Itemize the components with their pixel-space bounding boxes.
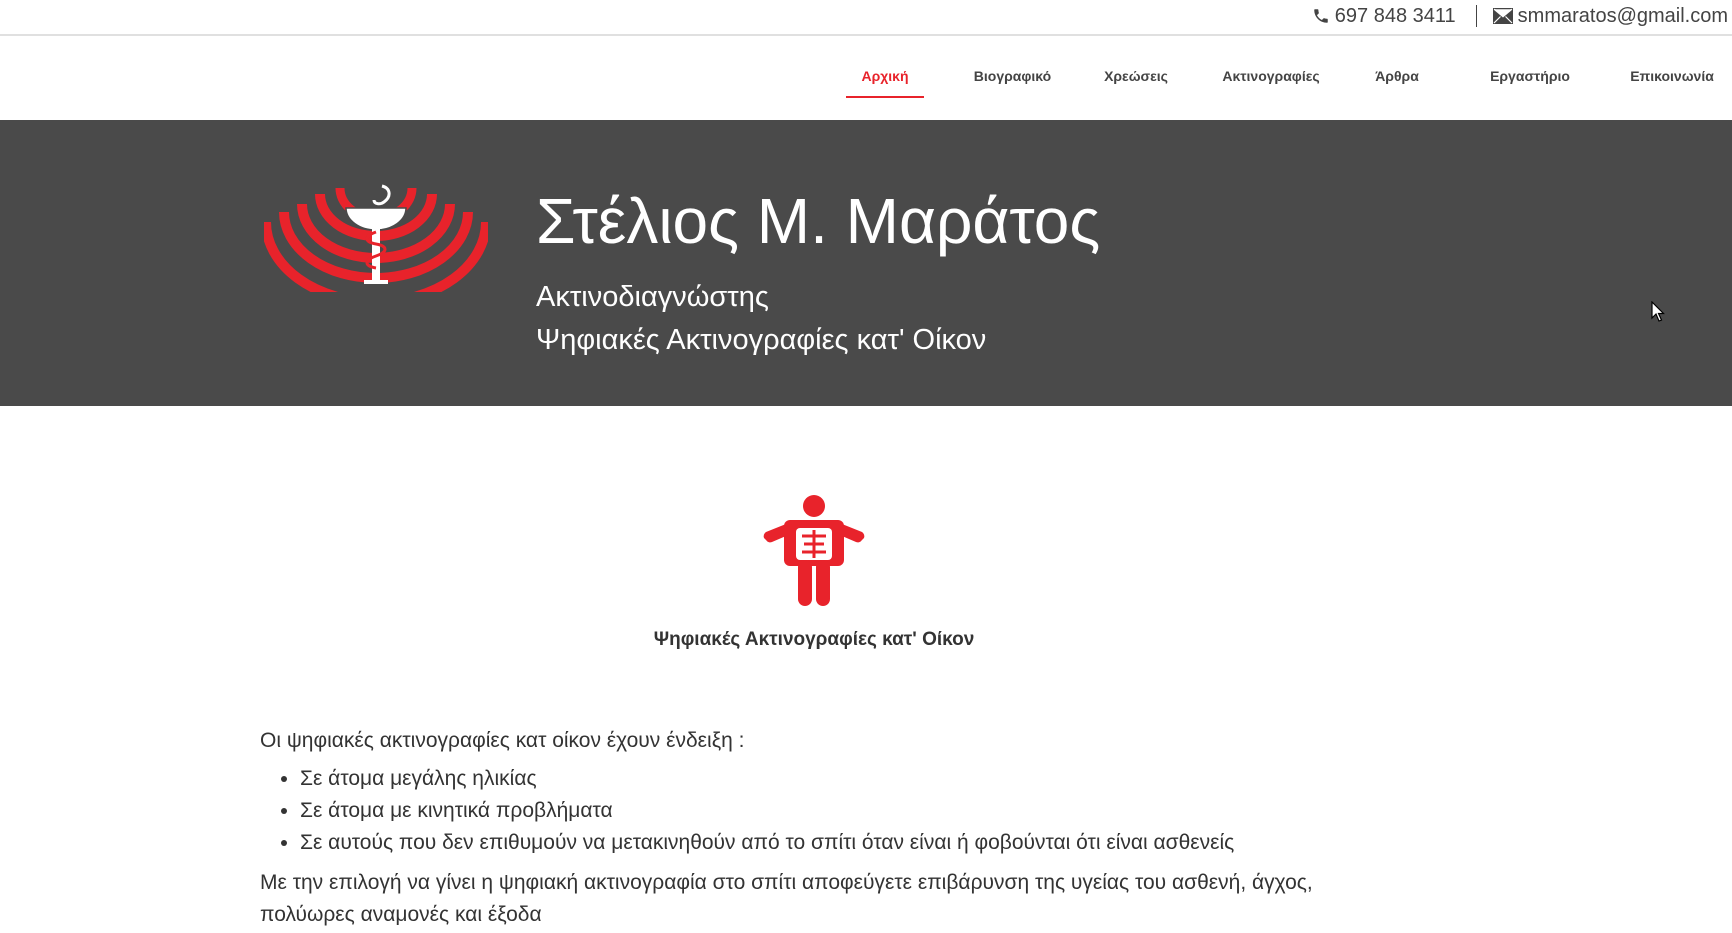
nav-item-articles[interactable]: Άρθρα (1375, 68, 1419, 84)
subtitle-service: Ψηφιακές Ακτινογραφίες κατ' Οίκον (536, 324, 987, 356)
nav-item-home[interactable]: Αρχική (846, 68, 924, 98)
nav-item-lab[interactable]: Εργαστήριο (1490, 68, 1570, 84)
top-contact-bar (0, 0, 1732, 36)
nav-item-charges[interactable]: Χρεώσεις (1104, 68, 1168, 84)
main-content (260, 725, 1400, 931)
list-item: • Σε άτομα μεγάλης ηλικίας (300, 763, 1400, 795)
nav-item-biography[interactable]: Βιογραφικό (973, 68, 1052, 84)
caduceus-radiation-logo (264, 180, 488, 292)
subtitle-profession: Ακτινοδιαγνώστης (536, 281, 769, 313)
list-item: • Σε άτομα με κινητικά προβλήματα (300, 795, 1400, 827)
phone-link[interactable]: 697 848 3411 (1334, 4, 1456, 27)
nav-item-xrays[interactable]: Ακτινογραφίες (1222, 68, 1320, 84)
site-subtitle (536, 276, 986, 362)
feature-title: Ψηφιακές Ακτινογραφίες κατ' Οίκον (653, 629, 975, 650)
mouse-cursor-icon (1651, 301, 1665, 323)
closing-text: Με την επιλογή να γίνει η ψηφιακή ακτινογραφία στο σπίτι αποφεύγετε επιβάρυνση της υγείας του ασθενή, άγχος, πολύωρες αναμονές και έξοδα (260, 871, 1313, 926)
phone-icon (1312, 7, 1330, 25)
nav-item-contact[interactable]: Επικοινωνία (1630, 68, 1714, 84)
list-item: • Σε αυτούς που δεν επιθυμούν να μετακινηθούν από το σπίτι όταν είναι ή φοβούνται ότι είναι ασθενείς (300, 827, 1400, 859)
contact-info (1312, 3, 1728, 29)
hero-banner (0, 120, 1732, 406)
nav-menu (846, 36, 1732, 120)
contact-divider (1476, 5, 1477, 27)
intro-text: Οι ψηφιακές ακτινογραφίες κατ οίκον έχουν ένδειξη : (260, 729, 745, 752)
email-link[interactable]: smmaratos@gmail.com (1517, 4, 1728, 27)
xray-body-icon (762, 494, 866, 608)
main-navbar (0, 36, 1732, 120)
envelope-icon (1493, 8, 1513, 24)
site-title: Στέλιος Μ. Μαράτος (536, 185, 1101, 257)
indications-list (260, 763, 1400, 859)
